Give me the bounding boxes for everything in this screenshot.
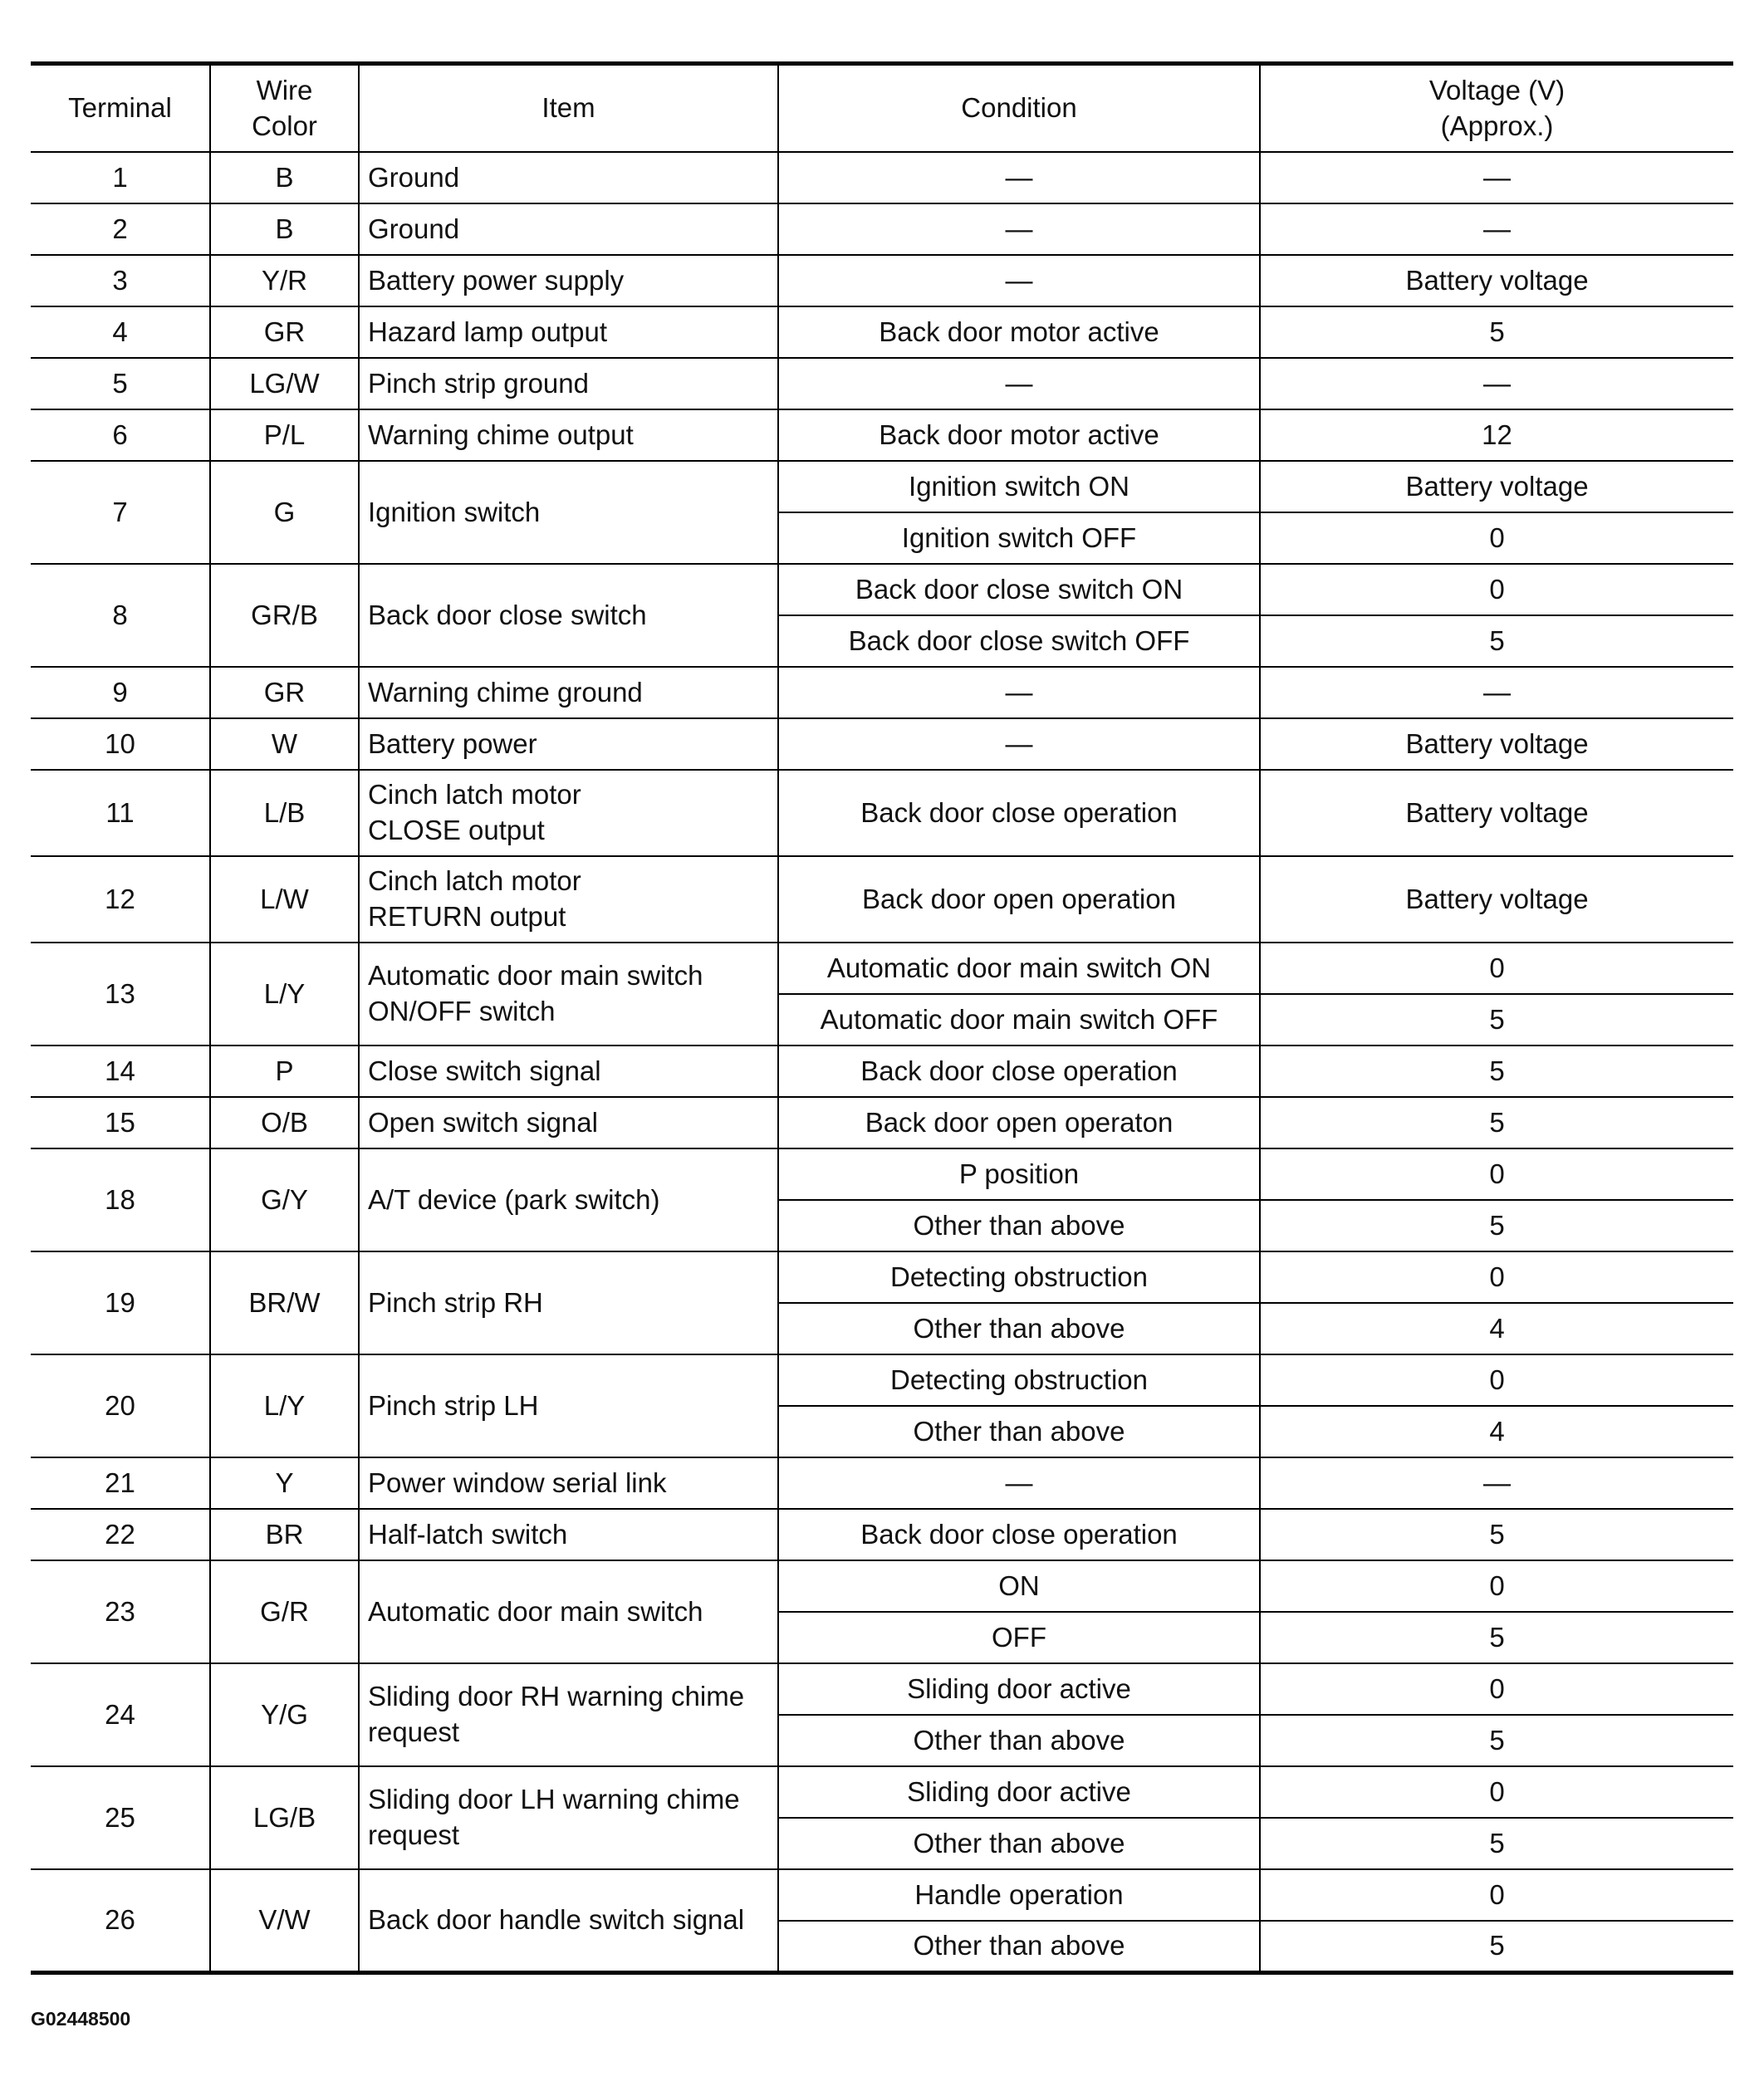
item-cell: Back door handle switch signal	[359, 1869, 778, 1973]
wire-color-cell: L/Y	[210, 1354, 359, 1457]
condition-cell: Detecting obstruction	[778, 1354, 1260, 1406]
table-row	[31, 1509, 1733, 1560]
voltage-cell: —	[1260, 203, 1733, 255]
voltage-cell: 4	[1260, 1303, 1733, 1354]
terminal-cell: 19	[31, 1251, 210, 1354]
terminal-cell: 25	[31, 1766, 210, 1869]
wire-color-cell: GR	[210, 667, 359, 718]
condition-cell: Sliding door active	[778, 1663, 1260, 1715]
terminal-cell: 2	[31, 203, 210, 255]
table-row	[31, 409, 1733, 461]
voltage-cell: —	[1260, 1457, 1733, 1509]
condition-cell: Automatic door main switch ON	[778, 943, 1260, 994]
condition-cell: Back door open operaton	[778, 1097, 1260, 1148]
condition-cell: Back door close switch ON	[778, 564, 1260, 615]
table-row	[31, 1457, 1733, 1509]
item-cell: A/T device (park switch)	[359, 1148, 778, 1251]
item-cell: Pinch strip RH	[359, 1251, 778, 1354]
condition-cell: —	[778, 203, 1260, 255]
item-cell: Battery power	[359, 718, 778, 770]
condition-cell: Other than above	[778, 1818, 1260, 1869]
terminal-cell: 15	[31, 1097, 210, 1148]
voltage-cell: Battery voltage	[1260, 461, 1733, 512]
wire-color-cell: V/W	[210, 1869, 359, 1973]
table-row	[31, 461, 1733, 512]
terminal-cell: 14	[31, 1046, 210, 1097]
voltage-cell: 0	[1260, 1766, 1733, 1818]
item-cell: Ground	[359, 152, 778, 203]
table-row	[31, 152, 1733, 203]
wire-color-cell: Y/G	[210, 1663, 359, 1766]
condition-cell: Other than above	[778, 1406, 1260, 1457]
voltage-cell: 0	[1260, 564, 1733, 615]
item-cell: Pinch strip LH	[359, 1354, 778, 1457]
condition-cell: Back door close operation	[778, 1046, 1260, 1097]
wire-color-cell: BR/W	[210, 1251, 359, 1354]
item-cell: Half-latch switch	[359, 1509, 778, 1560]
condition-cell: Back door motor active	[778, 306, 1260, 358]
item-cell: Back door close switch	[359, 564, 778, 667]
terminal-cell: 7	[31, 461, 210, 564]
condition-cell: Back door motor active	[778, 409, 1260, 461]
wire-color-cell: GR	[210, 306, 359, 358]
terminal-cell: 12	[31, 856, 210, 943]
terminal-cell: 5	[31, 358, 210, 409]
terminal-cell: 23	[31, 1560, 210, 1663]
terminal-cell: 26	[31, 1869, 210, 1973]
terminal-cell: 11	[31, 770, 210, 856]
condition-cell: Back door close operation	[778, 770, 1260, 856]
table-row	[31, 203, 1733, 255]
wire-color-cell: Y/R	[210, 255, 359, 306]
terminal-cell: 21	[31, 1457, 210, 1509]
condition-cell: Back door open operation	[778, 856, 1260, 943]
condition-cell: Other than above	[778, 1715, 1260, 1766]
table-body	[31, 152, 1733, 1973]
voltage-cell: —	[1260, 358, 1733, 409]
wire-color-cell: L/B	[210, 770, 359, 856]
terminal-cell: 1	[31, 152, 210, 203]
voltage-cell: Battery voltage	[1260, 255, 1733, 306]
wire-color-cell: W	[210, 718, 359, 770]
table-row	[31, 718, 1733, 770]
condition-cell: OFF	[778, 1612, 1260, 1663]
condition-cell: —	[778, 152, 1260, 203]
wire-color-cell: GR/B	[210, 564, 359, 667]
item-cell: Warning chime ground	[359, 667, 778, 718]
voltage-cell: —	[1260, 152, 1733, 203]
wire-color-cell: L/Y	[210, 943, 359, 1046]
item-cell: Sliding door LH warning chime request	[359, 1766, 778, 1869]
wire-color-cell: G	[210, 461, 359, 564]
terminal-cell: 20	[31, 1354, 210, 1457]
header-row	[31, 64, 1733, 153]
figure-id: G02448500	[31, 2008, 131, 2030]
table-row	[31, 1663, 1733, 1715]
terminal-cell: 22	[31, 1509, 210, 1560]
table-row	[31, 564, 1733, 615]
voltage-cell: 12	[1260, 409, 1733, 461]
item-cell: Cinch latch motor RETURN output	[359, 856, 778, 943]
wire-color-cell: L/W	[210, 856, 359, 943]
condition-cell: —	[778, 667, 1260, 718]
table-row	[31, 255, 1733, 306]
wire-color-cell: LG/B	[210, 1766, 359, 1869]
item-cell: Sliding door RH warning chime request	[359, 1663, 778, 1766]
voltage-cell: 5	[1260, 1612, 1733, 1663]
condition-cell: —	[778, 255, 1260, 306]
voltage-cell: 0	[1260, 1560, 1733, 1612]
condition-cell: —	[778, 358, 1260, 409]
wire-color-cell: O/B	[210, 1097, 359, 1148]
wire-color-cell: G/R	[210, 1560, 359, 1663]
terminal-cell: 13	[31, 943, 210, 1046]
condition-cell: Other than above	[778, 1200, 1260, 1251]
table-row	[31, 1251, 1733, 1303]
condition-cell: —	[778, 718, 1260, 770]
condition-cell: P position	[778, 1148, 1260, 1200]
table-row	[31, 856, 1733, 943]
voltage-cell: 5	[1260, 306, 1733, 358]
voltage-cell: 5	[1260, 1097, 1733, 1148]
voltage-cell: Battery voltage	[1260, 770, 1733, 856]
wire-color-cell: B	[210, 203, 359, 255]
item-cell: Power window serial link	[359, 1457, 778, 1509]
voltage-cell: 0	[1260, 1663, 1733, 1715]
voltage-cell: 0	[1260, 943, 1733, 994]
table-row	[31, 358, 1733, 409]
terminal-cell: 3	[31, 255, 210, 306]
item-cell: Close switch signal	[359, 1046, 778, 1097]
item-cell: Pinch strip ground	[359, 358, 778, 409]
table-row	[31, 1869, 1733, 1921]
table-row	[31, 943, 1733, 994]
terminal-cell: 9	[31, 667, 210, 718]
table-row	[31, 1766, 1733, 1818]
item-cell: Open switch signal	[359, 1097, 778, 1148]
voltage-cell: 4	[1260, 1406, 1733, 1457]
voltage-cell: 5	[1260, 1046, 1733, 1097]
item-cell: Automatic door main switch	[359, 1560, 778, 1663]
wire-color-cell: P/L	[210, 409, 359, 461]
voltage-cell: 0	[1260, 1354, 1733, 1406]
header-item: Item	[359, 64, 778, 153]
condition-cell: ON	[778, 1560, 1260, 1612]
voltage-cell: Battery voltage	[1260, 718, 1733, 770]
terminal-table	[31, 61, 1733, 1975]
table-row	[31, 667, 1733, 718]
condition-cell: Detecting obstruction	[778, 1251, 1260, 1303]
voltage-cell: 0	[1260, 1148, 1733, 1200]
header-condition: Condition	[778, 64, 1260, 153]
voltage-cell: 5	[1260, 615, 1733, 667]
header-voltage: Voltage (V) (Approx.)	[1260, 64, 1733, 153]
header-terminal: Terminal	[31, 64, 210, 153]
terminal-table-sheet	[31, 61, 1733, 1975]
table-row	[31, 1148, 1733, 1200]
condition-cell: Back door close operation	[778, 1509, 1260, 1560]
condition-cell: Sliding door active	[778, 1766, 1260, 1818]
condition-cell: Ignition switch OFF	[778, 512, 1260, 564]
voltage-cell: 5	[1260, 1818, 1733, 1869]
table-row	[31, 770, 1733, 856]
voltage-cell: 0	[1260, 1251, 1733, 1303]
terminal-cell: 24	[31, 1663, 210, 1766]
terminal-cell: 6	[31, 409, 210, 461]
voltage-cell: Battery voltage	[1260, 856, 1733, 943]
terminal-cell: 4	[31, 306, 210, 358]
condition-cell: Automatic door main switch OFF	[778, 994, 1260, 1046]
item-cell: Cinch latch motor CLOSE output	[359, 770, 778, 856]
wire-color-cell: P	[210, 1046, 359, 1097]
voltage-cell: 0	[1260, 1869, 1733, 1921]
table-row	[31, 1046, 1733, 1097]
item-cell: Hazard lamp output	[359, 306, 778, 358]
condition-cell: Handle operation	[778, 1869, 1260, 1921]
item-cell: Automatic door main switch ON/OFF switch	[359, 943, 778, 1046]
table-row	[31, 1560, 1733, 1612]
terminal-cell: 8	[31, 564, 210, 667]
voltage-cell: 0	[1260, 512, 1733, 564]
terminal-cell: 10	[31, 718, 210, 770]
item-cell: Warning chime output	[359, 409, 778, 461]
condition-cell: —	[778, 1457, 1260, 1509]
voltage-cell: 5	[1260, 1715, 1733, 1766]
table-row	[31, 1354, 1733, 1406]
table-row	[31, 306, 1733, 358]
wire-color-cell: LG/W	[210, 358, 359, 409]
wire-color-cell: Y	[210, 1457, 359, 1509]
voltage-cell: 5	[1260, 1509, 1733, 1560]
condition-cell: Ignition switch ON	[778, 461, 1260, 512]
condition-cell: Other than above	[778, 1303, 1260, 1354]
table-row	[31, 1097, 1733, 1148]
terminal-cell: 18	[31, 1148, 210, 1251]
condition-cell: Other than above	[778, 1921, 1260, 1973]
voltage-cell: 5	[1260, 1200, 1733, 1251]
voltage-cell: 5	[1260, 1921, 1733, 1973]
wire-color-cell: BR	[210, 1509, 359, 1560]
condition-cell: Back door close switch OFF	[778, 615, 1260, 667]
item-cell: Ground	[359, 203, 778, 255]
voltage-cell: 5	[1260, 994, 1733, 1046]
header-wire-color: Wire Color	[210, 64, 359, 153]
voltage-cell: —	[1260, 667, 1733, 718]
wire-color-cell: B	[210, 152, 359, 203]
item-cell: Ignition switch	[359, 461, 778, 564]
wire-color-cell: G/Y	[210, 1148, 359, 1251]
item-cell: Battery power supply	[359, 255, 778, 306]
